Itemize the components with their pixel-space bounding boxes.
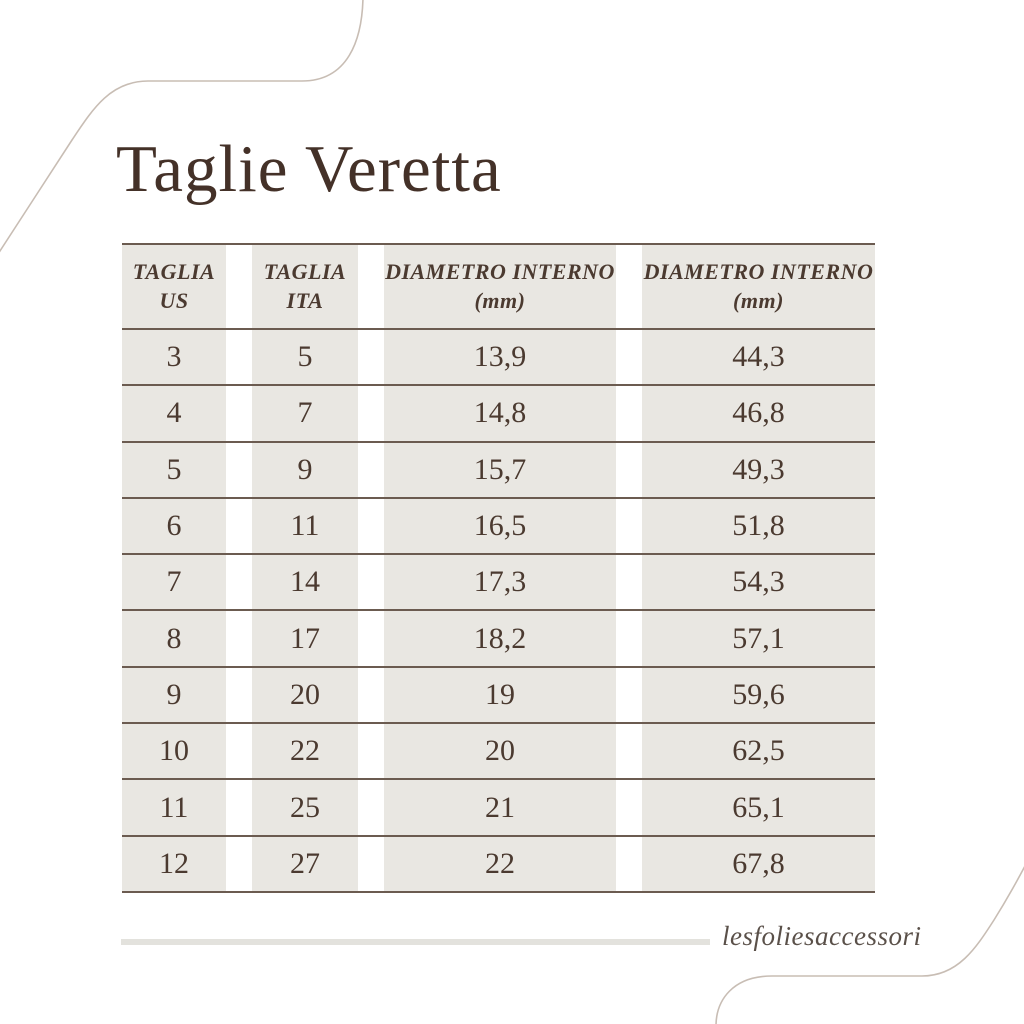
table-cell-taglia-ita: 17 (252, 611, 358, 665)
brand-watermark: lesfoliesaccessori (722, 921, 922, 951)
table-cell-diametro-interno: 13,9 (384, 330, 616, 384)
table-cell-diametro-interno-2: 59,6 (642, 668, 875, 722)
table-cell-diametro-interno: 18,2 (384, 611, 616, 665)
table-cell-diametro-interno: 21 (384, 780, 616, 834)
table-cell-taglia-us: 5 (122, 443, 226, 497)
table-cell-diametro-interno: 14,8 (384, 386, 616, 440)
table-header-row (122, 245, 875, 330)
table-row (122, 499, 875, 555)
table-cell-taglia-us: 7 (122, 555, 226, 609)
decorative-curve-top-left (0, 0, 363, 254)
table-cell-taglia-us: 3 (122, 330, 226, 384)
table-cell-diametro-interno-2: 44,3 (642, 330, 875, 384)
table-row (122, 555, 875, 611)
table-cell-diametro-interno-2: 57,1 (642, 611, 875, 665)
table-row (122, 780, 875, 836)
table-cell-taglia-us: 11 (122, 780, 226, 834)
table-cell-diametro-interno-2: 54,3 (642, 555, 875, 609)
table-cell-taglia-us: 9 (122, 668, 226, 722)
table-cell-taglia-ita: 14 (252, 555, 358, 609)
header-cell-diametro-interno-mm-2: DIAMETRO INTERNO (mm) (642, 245, 875, 328)
table-cell-taglia-ita: 20 (252, 668, 358, 722)
table-cell-taglia-us: 4 (122, 386, 226, 440)
table-cell-taglia-ita: 5 (252, 330, 358, 384)
table-cell-taglia-ita: 22 (252, 724, 358, 778)
table-cell-diametro-interno-2: 49,3 (642, 443, 875, 497)
table-cell-taglia-us: 6 (122, 499, 226, 553)
table-cell-diametro-interno: 16,5 (384, 499, 616, 553)
table-row (122, 330, 875, 386)
table-cell-diametro-interno: 15,7 (384, 443, 616, 497)
table-cell-diametro-interno-2: 65,1 (642, 780, 875, 834)
table-cell-taglia-us: 8 (122, 611, 226, 665)
header-cell-diametro-interno-mm: DIAMETRO INTERNO (mm) (384, 245, 616, 328)
table-cell-taglia-us: 12 (122, 837, 226, 891)
table-cell-diametro-interno: 19 (384, 668, 616, 722)
table-cell-diametro-interno-2: 51,8 (642, 499, 875, 553)
table-row (122, 386, 875, 442)
table-row (122, 443, 875, 499)
table-cell-taglia-ita: 9 (252, 443, 358, 497)
header-cell-taglia-us: TAGLIA US (122, 245, 226, 328)
table-cell-diametro-interno: 22 (384, 837, 616, 891)
header-cell-taglia-ita: TAGLIA ITA (252, 245, 358, 328)
table-cell-diametro-interno-2: 62,5 (642, 724, 875, 778)
table-cell-diametro-interno-2: 67,8 (642, 837, 875, 891)
page-title: Taglie Veretta (116, 132, 502, 206)
table-cell-diametro-interno: 17,3 (384, 555, 616, 609)
table-cell-diametro-interno: 20 (384, 724, 616, 778)
table-cell-taglia-us: 10 (122, 724, 226, 778)
table-cell-diametro-interno-2: 46,8 (642, 386, 875, 440)
table-row (122, 837, 875, 893)
table-cell-taglia-ita: 25 (252, 780, 358, 834)
table-cell-taglia-ita: 11 (252, 499, 358, 553)
table-row (122, 724, 875, 780)
footer-divider-bar (121, 939, 710, 945)
table-row (122, 611, 875, 667)
table-row (122, 668, 875, 724)
table-cell-taglia-ita: 27 (252, 837, 358, 891)
size-table (122, 243, 875, 893)
table-cell-taglia-ita: 7 (252, 386, 358, 440)
